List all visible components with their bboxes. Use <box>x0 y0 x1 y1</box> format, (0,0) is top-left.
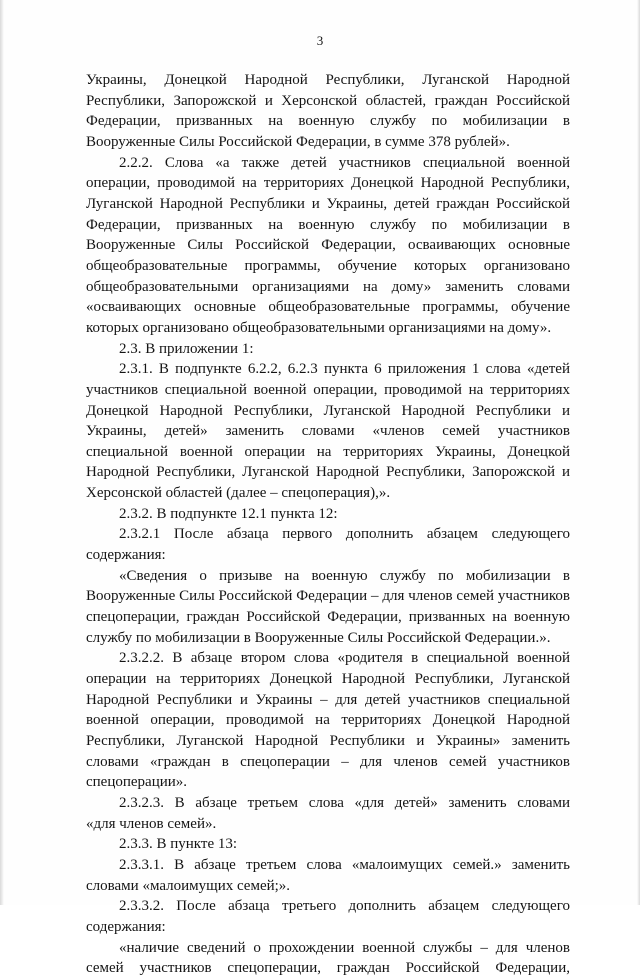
text-line: «наличие сведений о прохождении военной службы – для членов <box>119 939 570 956</box>
text-line: 2.3.3.1. В абзаце третьем слова «малоимущих семей.» заменить <box>119 856 570 873</box>
text-line: словами «граждан в спецоперации – для членов семей участников <box>86 753 570 770</box>
text-line: которых организовано общеобразовательными организациями на дому». <box>86 319 552 336</box>
text-line: военной операции, проводимой на территориях Донецкой Народной <box>86 712 570 729</box>
text-line: операции на территориях Донецкой Народной Республики, Луганской <box>86 671 570 688</box>
text-line: Вооруженные Силы Российской Федерации, в сумме 378 рублей». <box>86 133 510 150</box>
text-line: Народной Республики и Украины – для детей участников специальной <box>86 691 570 708</box>
text-line: Луганской Народной Республики и Украины, детей граждан Российской <box>86 195 570 212</box>
text-line: 2.3.2.3. В абзаце третьем слова «для детей» заменить словами <box>119 794 570 811</box>
text-line: 2.3.3.2. После абзаца третьего дополнить абзацем следующего <box>119 898 570 915</box>
text-line: «Сведения о призыве на военную службу по мобилизации в <box>119 567 570 584</box>
text-line: операции, проводимой на территориях Донецкой Народной Республики, <box>86 175 570 192</box>
text-line: 2.2.2. Слова «а также детей участников специальной военной <box>119 154 570 171</box>
text-line: Федерации, призванных на военную службу по мобилизации в <box>86 216 570 233</box>
text-line: Республики, Луганской Народной Республики и Украины» заменить <box>86 733 570 749</box>
text-line: службу по мобилизации в Вооруженные Силы Российской Федерации.». <box>86 629 551 646</box>
text-line: общеобразовательными организациями на дому» заменить словами <box>86 278 570 295</box>
text-line: спецоперации». <box>86 774 188 791</box>
text-line: 2.3.2.2. В абзаце втором слова «родителя в специальной военной <box>119 650 570 667</box>
text-line: спецоперации, граждан Российской Федерации, призванных на военную <box>86 609 570 626</box>
text-line: 2.3. В приложении 1: <box>119 340 254 357</box>
page-number: 3 <box>316 33 324 48</box>
text-line: содержания: <box>86 547 166 564</box>
text-line: Украины, Донецкой Народной Республики, Луганской Народной <box>86 72 570 88</box>
text-line: участников специальной военной операции, проводимой на территориях <box>86 381 570 398</box>
text-line: Донецкой Народной Республики, Луганской Народной Республики и <box>86 402 570 419</box>
text-line: 2.3.2. В подпункте 12.1 пункта 12: <box>119 505 338 522</box>
text-line: 2.3.1. В подпункте 6.2.2, 6.2.3 пункта 6 приложения 1 слова «детей <box>119 361 570 378</box>
text-line: Народной Республики, Луганской Народной Республики, Запорожской и <box>86 464 570 481</box>
text-line: Вооруженные Силы Российской Федерации, осваивающих основные <box>86 237 570 254</box>
text-line: «для членов семей». <box>86 815 217 832</box>
text-line: Херсонской областей (далее – спецоперация),». <box>86 485 391 502</box>
document-body <box>86 70 570 979</box>
text-line: специальной военной операции на территориях Украины, Донецкой <box>86 443 570 460</box>
text-line: Вооруженные Силы Российской Федерации – для членов семей участников <box>86 588 570 605</box>
text-line: содержания: <box>86 918 166 935</box>
text-line: Федерации, призванных на военную службу по мобилизации в <box>86 113 570 130</box>
text-line: «осваивающих основные общеобразовательные программы, обучение <box>86 299 570 316</box>
text-line: словами «малоимущих семей;». <box>86 877 291 894</box>
text-line: общеобразовательные программы, обучение которых организовано <box>86 257 570 274</box>
scan-edge-left <box>0 0 4 905</box>
text-line: 2.3.3. В пункте 13: <box>119 836 238 853</box>
text-line: Республики, Запорожской и Херсонской областей, граждан Российской <box>86 92 570 109</box>
text-line: Украины, детей» заменить словами «членов семей участников <box>86 423 570 440</box>
text-line: семей участников спецоперации, граждан Российской Федерации, <box>86 960 570 977</box>
text-line: 2.3.2.1 После абзаца первого дополнить абзацем следующего <box>119 526 570 543</box>
